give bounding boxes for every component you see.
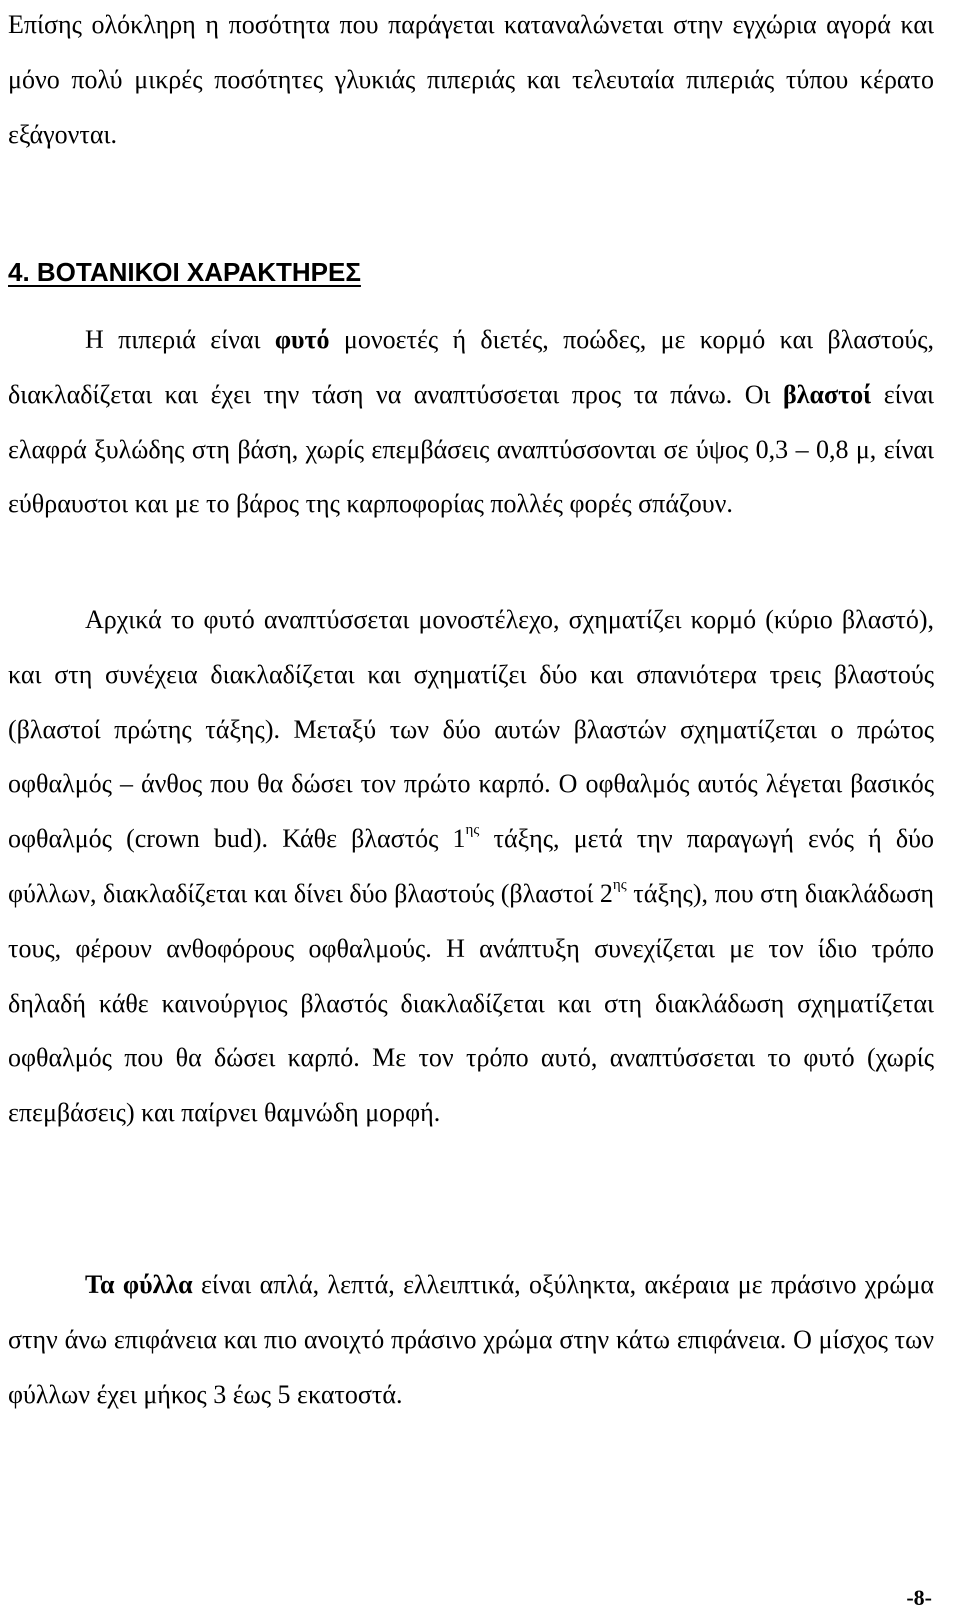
paragraph-text: Αρχικά το φυτό αναπτύσσεται μονοστέλεχο, σχηματίζει κορμό (κύριο βλαστό), και στη συνέχεια διακλαδίζεται και σχηματίζει δύο και σπανιότερα τρεις βλαστούς (βλαστοί πρώτης τάξης). Μεταξύ των δύο αυτών βλαστών σχηματίζεται ο πρώτος οφθαλμός – άνθος που θα δώσει τον πρώτο καρπό. Ο οφθαλμός αυτός λέγεται βασικός οφθαλμός (crown bud). Κάθε βλαστός 1 — [8, 605, 934, 854]
paragraph-text: είναι απλά, λεπτά, ελλειπτικά, οξύληκτα, ακέραια με πράσινο χρώμα στην άνω επιφάνεια και πιο ανοιχτό πράσινο χρώμα στην κάτω επιφάνεια. Ο μίσχος των φύλλων έχει μήκος 3 έως 5 εκατοστά. — [8, 1270, 935, 1409]
bold-term-plant: φυτό — [274, 325, 330, 354]
paragraph-text: Η πιπεριά είναι — [85, 325, 275, 354]
paragraph-text: μονοετές ή διετές, ποώδες, με κορμό και βλαστούς, διακλαδίζεται και έχει την τάση να αναπτύσσεται προς τα πάνω. Οι — [8, 325, 934, 409]
paragraph-branching — [8, 593, 934, 1141]
paragraph-stems — [8, 313, 934, 532]
paragraph-text: τάξης), που στη διακλάδωση τους, φέρουν ανθοφόρους οφθαλμούς. Η ανάπτυξη συνεχίζεται με τον ίδιο τρόπο δηλαδή κάθε καινούργιος βλαστός διακλαδίζεται και στη διακλάδωση σχηματίζεται οφθαλμός που θα δώσει καρπό. Με τον τρόπο αυτό, αναπτύσσεται το φυτό (χωρίς επεμβάσεις) και παίρνει θαμνώδη μορφή. — [8, 878, 934, 1128]
bold-term-stems: βλαστοί — [783, 379, 872, 409]
paragraph-text: τάξης, μετά την παραγωγή ενός ή δύο φύλλων, διακλαδίζεται και δίνει δύο βλαστούς (βλαστοί 2 — [8, 824, 934, 908]
paragraph-leaves — [8, 1258, 934, 1422]
bold-term-leaves: Τα φύλλα — [85, 1270, 193, 1299]
page-number: -8- — [906, 1585, 932, 1610]
ordinal-superscript: ης — [612, 876, 627, 893]
intro-paragraph: Επίσης ολόκληρη η ποσότητα που παράγεται καταναλώνεται στην εγχώρια αγορά και μόνο πολύ μικρές ποσότητες γλυκιάς πιπεριάς και τελευταία πιπεριάς τύπου κέρατο εξάγονται. — [8, 10, 934, 149]
ordinal-superscript: ης — [465, 822, 480, 839]
paragraph-text: είναι ελαφρά ξυλώδης στη βάση, χωρίς επεμβάσεις αναπτύσσονται σε ύψος 0,3 – 0,8 μ, είναι εύθραυστοι και με το βάρος της καρποφορίας πολλές φορές σπάζουν. — [8, 379, 934, 519]
section-heading: 4. ΒΟΤΑΝΙΚΟΙ ΧΑΡΑΚΤΗΡΕΣ — [8, 257, 361, 287]
